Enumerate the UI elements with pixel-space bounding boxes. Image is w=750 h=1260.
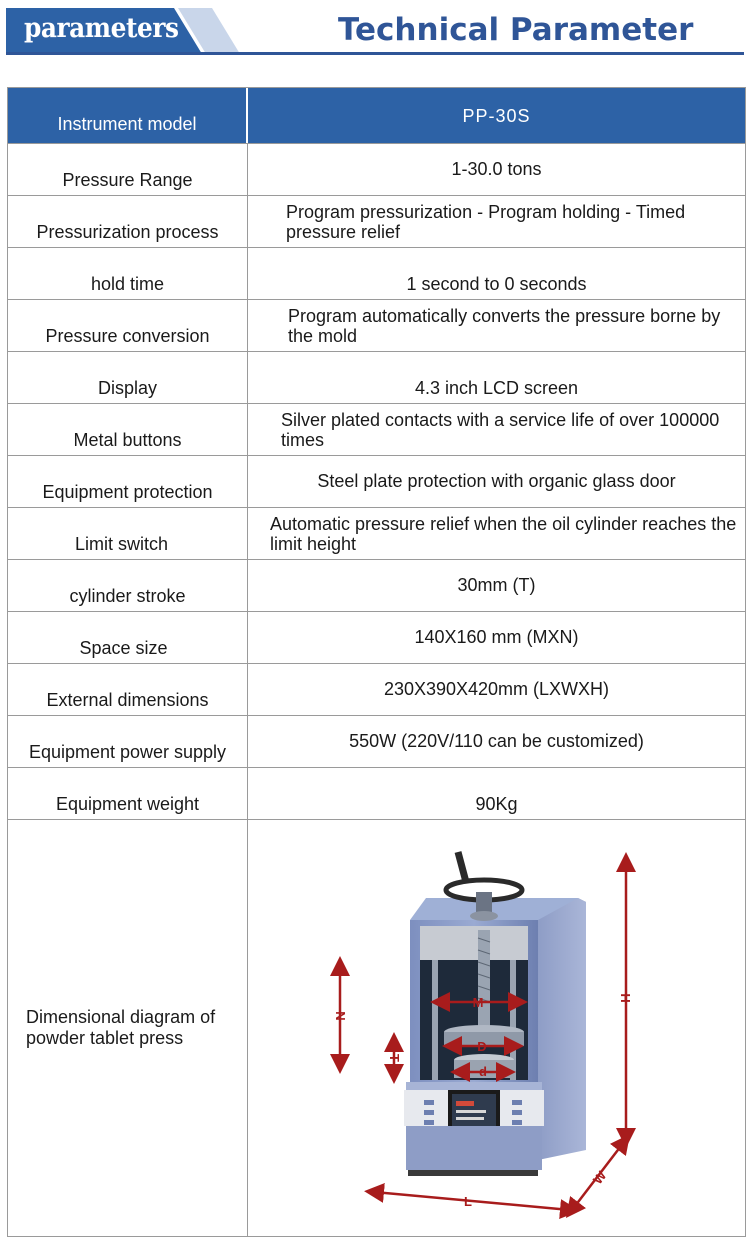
param-value: Silver plated contacts with a service life of over 100000 times [281,409,720,450]
dim-m-label: M [472,995,484,1010]
param-value: 90Kg [475,794,518,814]
param-value: 1 second to 0 seconds [406,274,587,294]
dim-d-label: D [477,1039,487,1054]
param-label: External dimensions [8,664,248,715]
table-row [8,144,745,196]
param-value: Steel plate protection with organic glass door [317,471,676,491]
table-row [8,560,745,612]
param-label: Space size [8,612,248,663]
page-title: Technical Parameter [338,12,694,48]
param-label: cylinder stroke [8,560,248,611]
dim-l-label: L [464,1194,472,1209]
section-tab [6,8,246,54]
parameter-table [7,87,746,1237]
table-row [8,612,745,664]
param-value: 140X160 mm (MXN) [414,627,579,647]
table-header-row [8,88,745,144]
table-row [8,456,745,508]
param-value: Program automatically converts the pressure borne by the mold [288,305,721,346]
page-header [0,0,750,62]
param-label: Equipment power supply [8,716,248,767]
table-row [8,768,745,820]
dim-w-label: W [589,1168,610,1188]
table-row [8,716,745,768]
param-label: hold time [8,248,248,299]
tablet-press-diagram [248,820,744,1236]
dim-small-d-label: d [479,1064,487,1079]
table-row [8,404,745,456]
table-row [8,196,745,248]
param-value: 550W (220V/110 can be customized) [349,731,644,751]
table-row [8,664,745,716]
dim-l-line [374,1192,570,1210]
table-row [8,300,745,352]
param-value: 1-30.0 tons [451,159,542,179]
param-value: 4.3 inch LCD screen [414,378,579,398]
section-tab-label: parameters [24,13,179,44]
diagram-cell [248,820,745,1236]
param-label: Equipment weight [8,768,248,819]
param-value: Program pressurization - Program holding - Timed pressure relief [286,201,686,242]
table-row-diagram [8,820,745,1236]
param-label: Pressurization process [8,196,248,247]
param-value: 230X390X420mm (LXWXH) [383,679,610,699]
param-label: Limit switch [8,508,248,559]
table-row [8,248,745,300]
header-model-cell: PP-30S [462,106,531,126]
param-value: 30mm (T) [457,575,536,595]
param-label: Equipment protection [8,456,248,507]
param-label: Metal buttons [8,404,248,455]
param-value: Automatic pressure relief when the oil cylinder reaches the limit height [270,513,737,554]
table-row [8,508,745,560]
dim-n-label: N [333,1011,348,1021]
param-label: Display [8,352,248,403]
header-divider [6,52,744,55]
table-row [8,352,745,404]
dim-h-label: H [618,993,633,1003]
dim-t-label: T [387,1054,402,1062]
param-label: Dimensional diagram of powder tablet press [8,820,248,1236]
press-machine [404,852,586,1176]
param-label: Pressure conversion [8,300,248,351]
header-label-cell: Instrument model [8,88,248,143]
param-label: Pressure Range [8,144,248,195]
